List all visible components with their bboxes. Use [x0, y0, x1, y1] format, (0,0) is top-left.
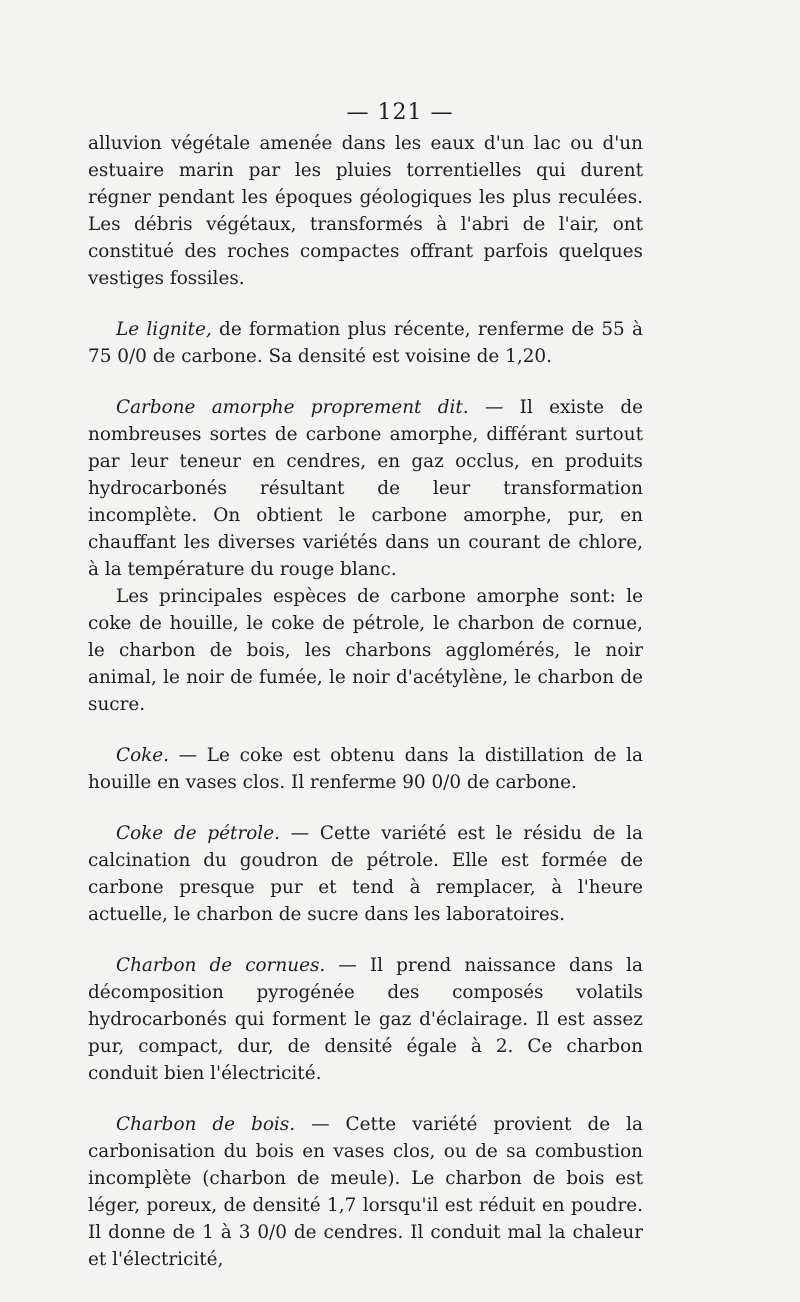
paragraph-body: — Il existe de nombreuses sortes de carbone amorphe, différant surtout par leur teneur en cendres, en gaz occlus, en produits hydrocarbonés résultant de leur transformation incomplète. On obtient le carbone amorphe, pur, en chauffant les diverses variétés dans un courant de chlore, à la température du rouge blanc.	[88, 397, 643, 580]
paragraph-petroleum-coke	[88, 820, 643, 928]
paragraph-coke	[88, 742, 643, 796]
paragraph-body: — Cette variété est le résidu de la calcination du goudron de pétrole. Elle est formée de carbone presque pur et tend à remplacer, à l'heure actuelle, le charbon de sucre dans les laboratoires.	[88, 823, 643, 925]
paragraph-lead: Charbon de bois.	[116, 1114, 296, 1135]
paragraph-lead: Carbone amorphe proprement dit.	[116, 397, 469, 418]
paragraph-body: — Il prend naissance dans la décomposition pyrogénée des composés volatils hydrocarbonés qui forment le gaz d'éclairage. Il est assez pur, compact, dur, de densité égale à 2. Ce charbon conduit bien l'électricité.	[88, 955, 643, 1084]
paragraph-lead: Coke de pétrole.	[116, 823, 280, 844]
paragraph-body: — Cette variété provient de la carbonisation du bois en vases clos, ou de sa combustion incomplète (charbon de meule). Le charbon de bois est léger, poreux, de densité 1,7 lorsqu'il est réduit en poudre. Il donne de 1 à 3 0/0 de cendres. Il conduit mal la chaleur et l'électricité,	[88, 1114, 643, 1270]
paragraph-lead: Coke.	[116, 745, 170, 766]
page-number: — 121 —	[346, 100, 454, 125]
paragraph-amorphous-carbon	[88, 394, 643, 583]
paragraph-coal-origin	[88, 130, 643, 292]
paragraph-body: — Le coke est obtenu dans la distillation de la houille en vases clos. Il renferme 90 0/0 de carbone.	[88, 745, 643, 793]
paragraph-lead: Charbon de cornues.	[116, 955, 326, 976]
paragraph-body: alluvion végétale amenée dans les eaux d'un lac ou d'un estuaire marin par les pluies torrentielles qui durent régner pendant les époques géologiques les plus reculées. Les débris végétaux, transformés à l'abri de l'air, ont constitué des roches compactes offrant parfois quelques vestiges fossiles.	[88, 133, 643, 289]
paragraph-charcoal	[88, 1111, 643, 1273]
paragraph-body: Les principales espèces de carbone amorphe sont: le coke de houille, le coke de pétrole, le charbon de cornue, le charbon de bois, les charbons agglomérés, le noir animal, le noir de fumée, le noir d'acétylène, le charbon de sucre.	[88, 586, 643, 715]
paragraph-lead: Le lignite,	[116, 319, 212, 340]
body-text	[88, 130, 643, 1273]
paragraph-lignite	[88, 316, 643, 370]
paragraph-retort-carbon	[88, 952, 643, 1087]
paragraph-body: de formation plus récente, renferme de 55 à 75 0/0 de carbone. Sa densité est voisine de 1,20.	[88, 319, 643, 367]
paragraph-species	[88, 583, 643, 718]
